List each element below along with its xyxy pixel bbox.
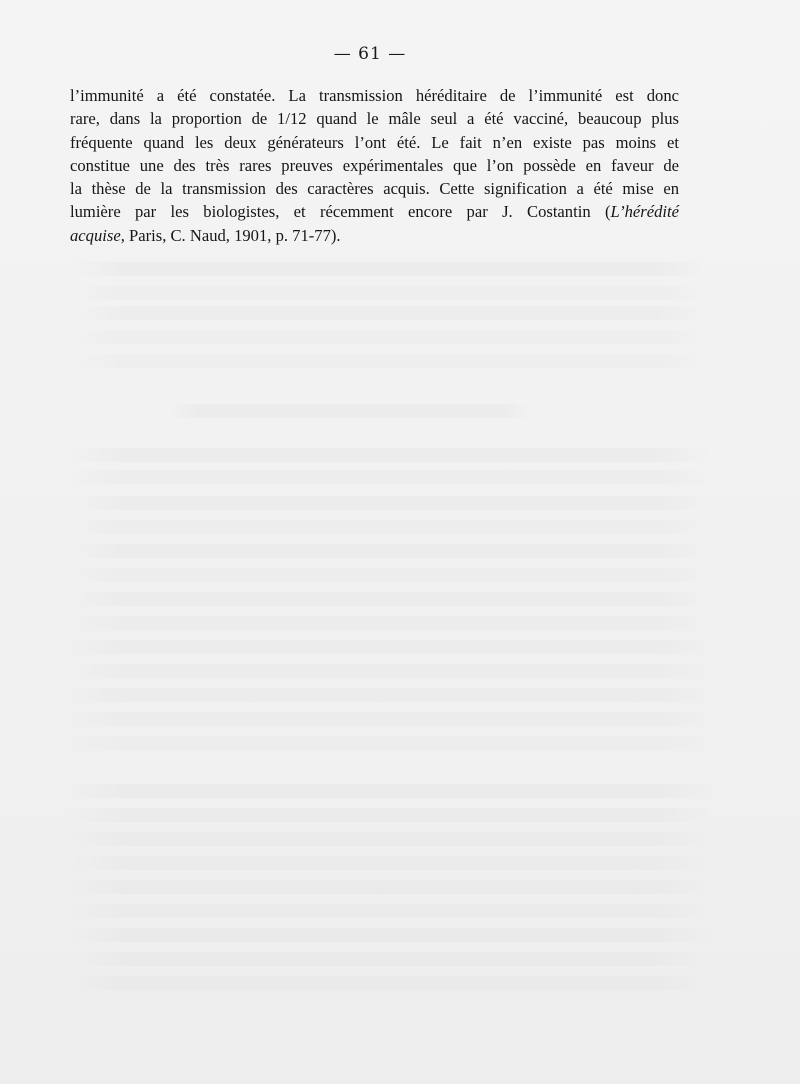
body-paragraph (70, 84, 679, 247)
citation-details: , Paris, C. Naud, 1901, p. 71-77). (120, 225, 341, 245)
citation-title-part-1: L’hérédité (610, 202, 679, 222)
citation-title-part-2: acquise (70, 225, 121, 245)
paragraph-line: l’immunité a été constatée. La transmission héréditaire de l’immunité est donc (70, 86, 679, 105)
paragraph-line: la thèse de la transmission des caractères acquis. Cette signification a été mise en (70, 179, 679, 199)
page-number: — 61 — (333, 44, 407, 64)
paragraph-line-text: lumière par les biologistes, et récemment encore par J. Costantin (70, 202, 591, 222)
paragraph-line (70, 200, 679, 223)
paragraph-line (70, 224, 679, 247)
paragraph-line: fréquente quand les deux générateurs l’ont été. Le fait n’en existe pas moins et (70, 132, 679, 152)
paragraph-line: constitue une des très rares preuves expérimentales que l’on possède en faveur de (70, 155, 679, 175)
citation-open-paren: ( (604, 202, 611, 222)
paragraph-line: rare, dans la proportion de 1/12 quand le mâle seul a été vacciné, beaucoup plus (70, 109, 679, 129)
